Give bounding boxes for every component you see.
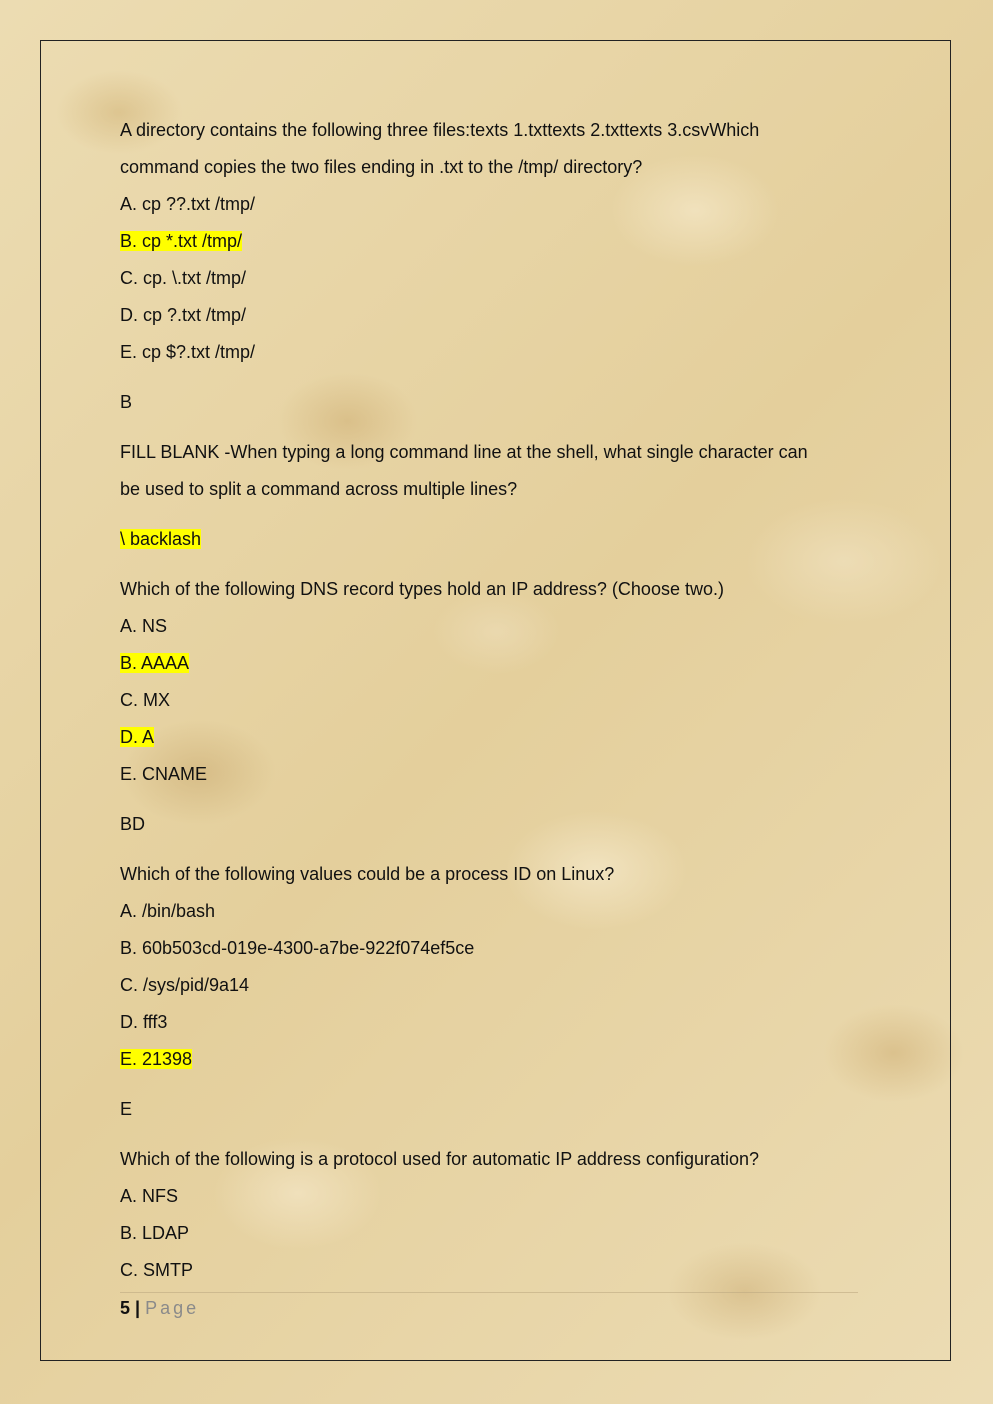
question-5-option-c	[120, 1252, 880, 1289]
question-4-answer: E	[120, 1099, 133, 1119]
option-text: B. 60b503cd-019e-4300-a7be-922f074ef5ce	[120, 938, 475, 958]
question-3-option-a	[120, 608, 880, 645]
question-5-stem: Which of the following is a protocol used for automatic IP address configuration?	[120, 1149, 760, 1169]
option-text: A. cp ??.txt /tmp/	[120, 194, 256, 214]
page-label: Page	[145, 1298, 200, 1318]
highlighted-answer-text: \ backlash	[120, 529, 202, 549]
footer-divider	[120, 1292, 858, 1293]
question-1-option-e	[120, 334, 880, 371]
page-number: 5	[120, 1298, 131, 1318]
question-4-option-c	[120, 967, 880, 1004]
option-text: C. /sys/pid/9a14	[120, 975, 250, 995]
question-1-stem-line-2: command copies the two files ending in .txt to the /tmp/ directory?	[120, 157, 643, 177]
question-1-answer: B	[120, 392, 133, 412]
highlighted-option-text: E. 21398	[120, 1049, 193, 1069]
question-4-option-a	[120, 893, 880, 930]
question-1-option-c	[120, 260, 880, 297]
question-1-option-a	[120, 186, 880, 223]
highlighted-option-text: D. A	[120, 727, 155, 747]
option-text: D. cp ?.txt /tmp/	[120, 305, 247, 325]
footer-separator: |	[135, 1298, 141, 1318]
option-text: D. fff3	[120, 1012, 168, 1032]
question-5-option-b	[120, 1215, 880, 1252]
option-text: A. NS	[120, 616, 168, 636]
option-text: E. cp $?.txt /tmp/	[120, 342, 256, 362]
option-text: C. cp. \.txt /tmp/	[120, 268, 247, 288]
option-text: A. /bin/bash	[120, 901, 216, 921]
question-1-stem-line-1: A directory contains the following three files:texts 1.txttexts 2.txttexts 3.csvWhich	[120, 120, 760, 140]
option-text: A. NFS	[120, 1186, 179, 1206]
question-1-option-d	[120, 297, 880, 334]
question-3-option-c	[120, 682, 880, 719]
option-text: B. LDAP	[120, 1223, 190, 1243]
option-text: C. SMTP	[120, 1260, 194, 1280]
question-3-option-e	[120, 756, 880, 793]
question-4-option-d	[120, 1004, 880, 1041]
question-2-answer	[120, 521, 880, 558]
question-3-option-d	[120, 719, 880, 756]
highlighted-option-text: B. cp *.txt /tmp/	[120, 231, 243, 251]
page-content	[120, 112, 880, 1289]
option-text: C. MX	[120, 690, 171, 710]
question-2-stem-line-1: FILL BLANK -When typing a long command line at the shell, what single character can	[120, 442, 808, 462]
question-4-option-b	[120, 930, 880, 967]
question-3-stem: Which of the following DNS record types hold an IP address? (Choose two.)	[120, 579, 724, 599]
highlighted-option-text: B. AAAA	[120, 653, 190, 673]
question-4-stem: Which of the following values could be a process ID on Linux?	[120, 864, 615, 884]
page-footer	[120, 1296, 199, 1320]
question-3-option-b	[120, 645, 880, 682]
question-1-option-b	[120, 223, 880, 260]
question-4-option-e	[120, 1041, 880, 1078]
question-5-option-a	[120, 1178, 880, 1215]
question-2-stem-line-2: be used to split a command across multiple lines?	[120, 479, 518, 499]
question-3-answer: BD	[120, 814, 146, 834]
option-text: E. CNAME	[120, 764, 208, 784]
